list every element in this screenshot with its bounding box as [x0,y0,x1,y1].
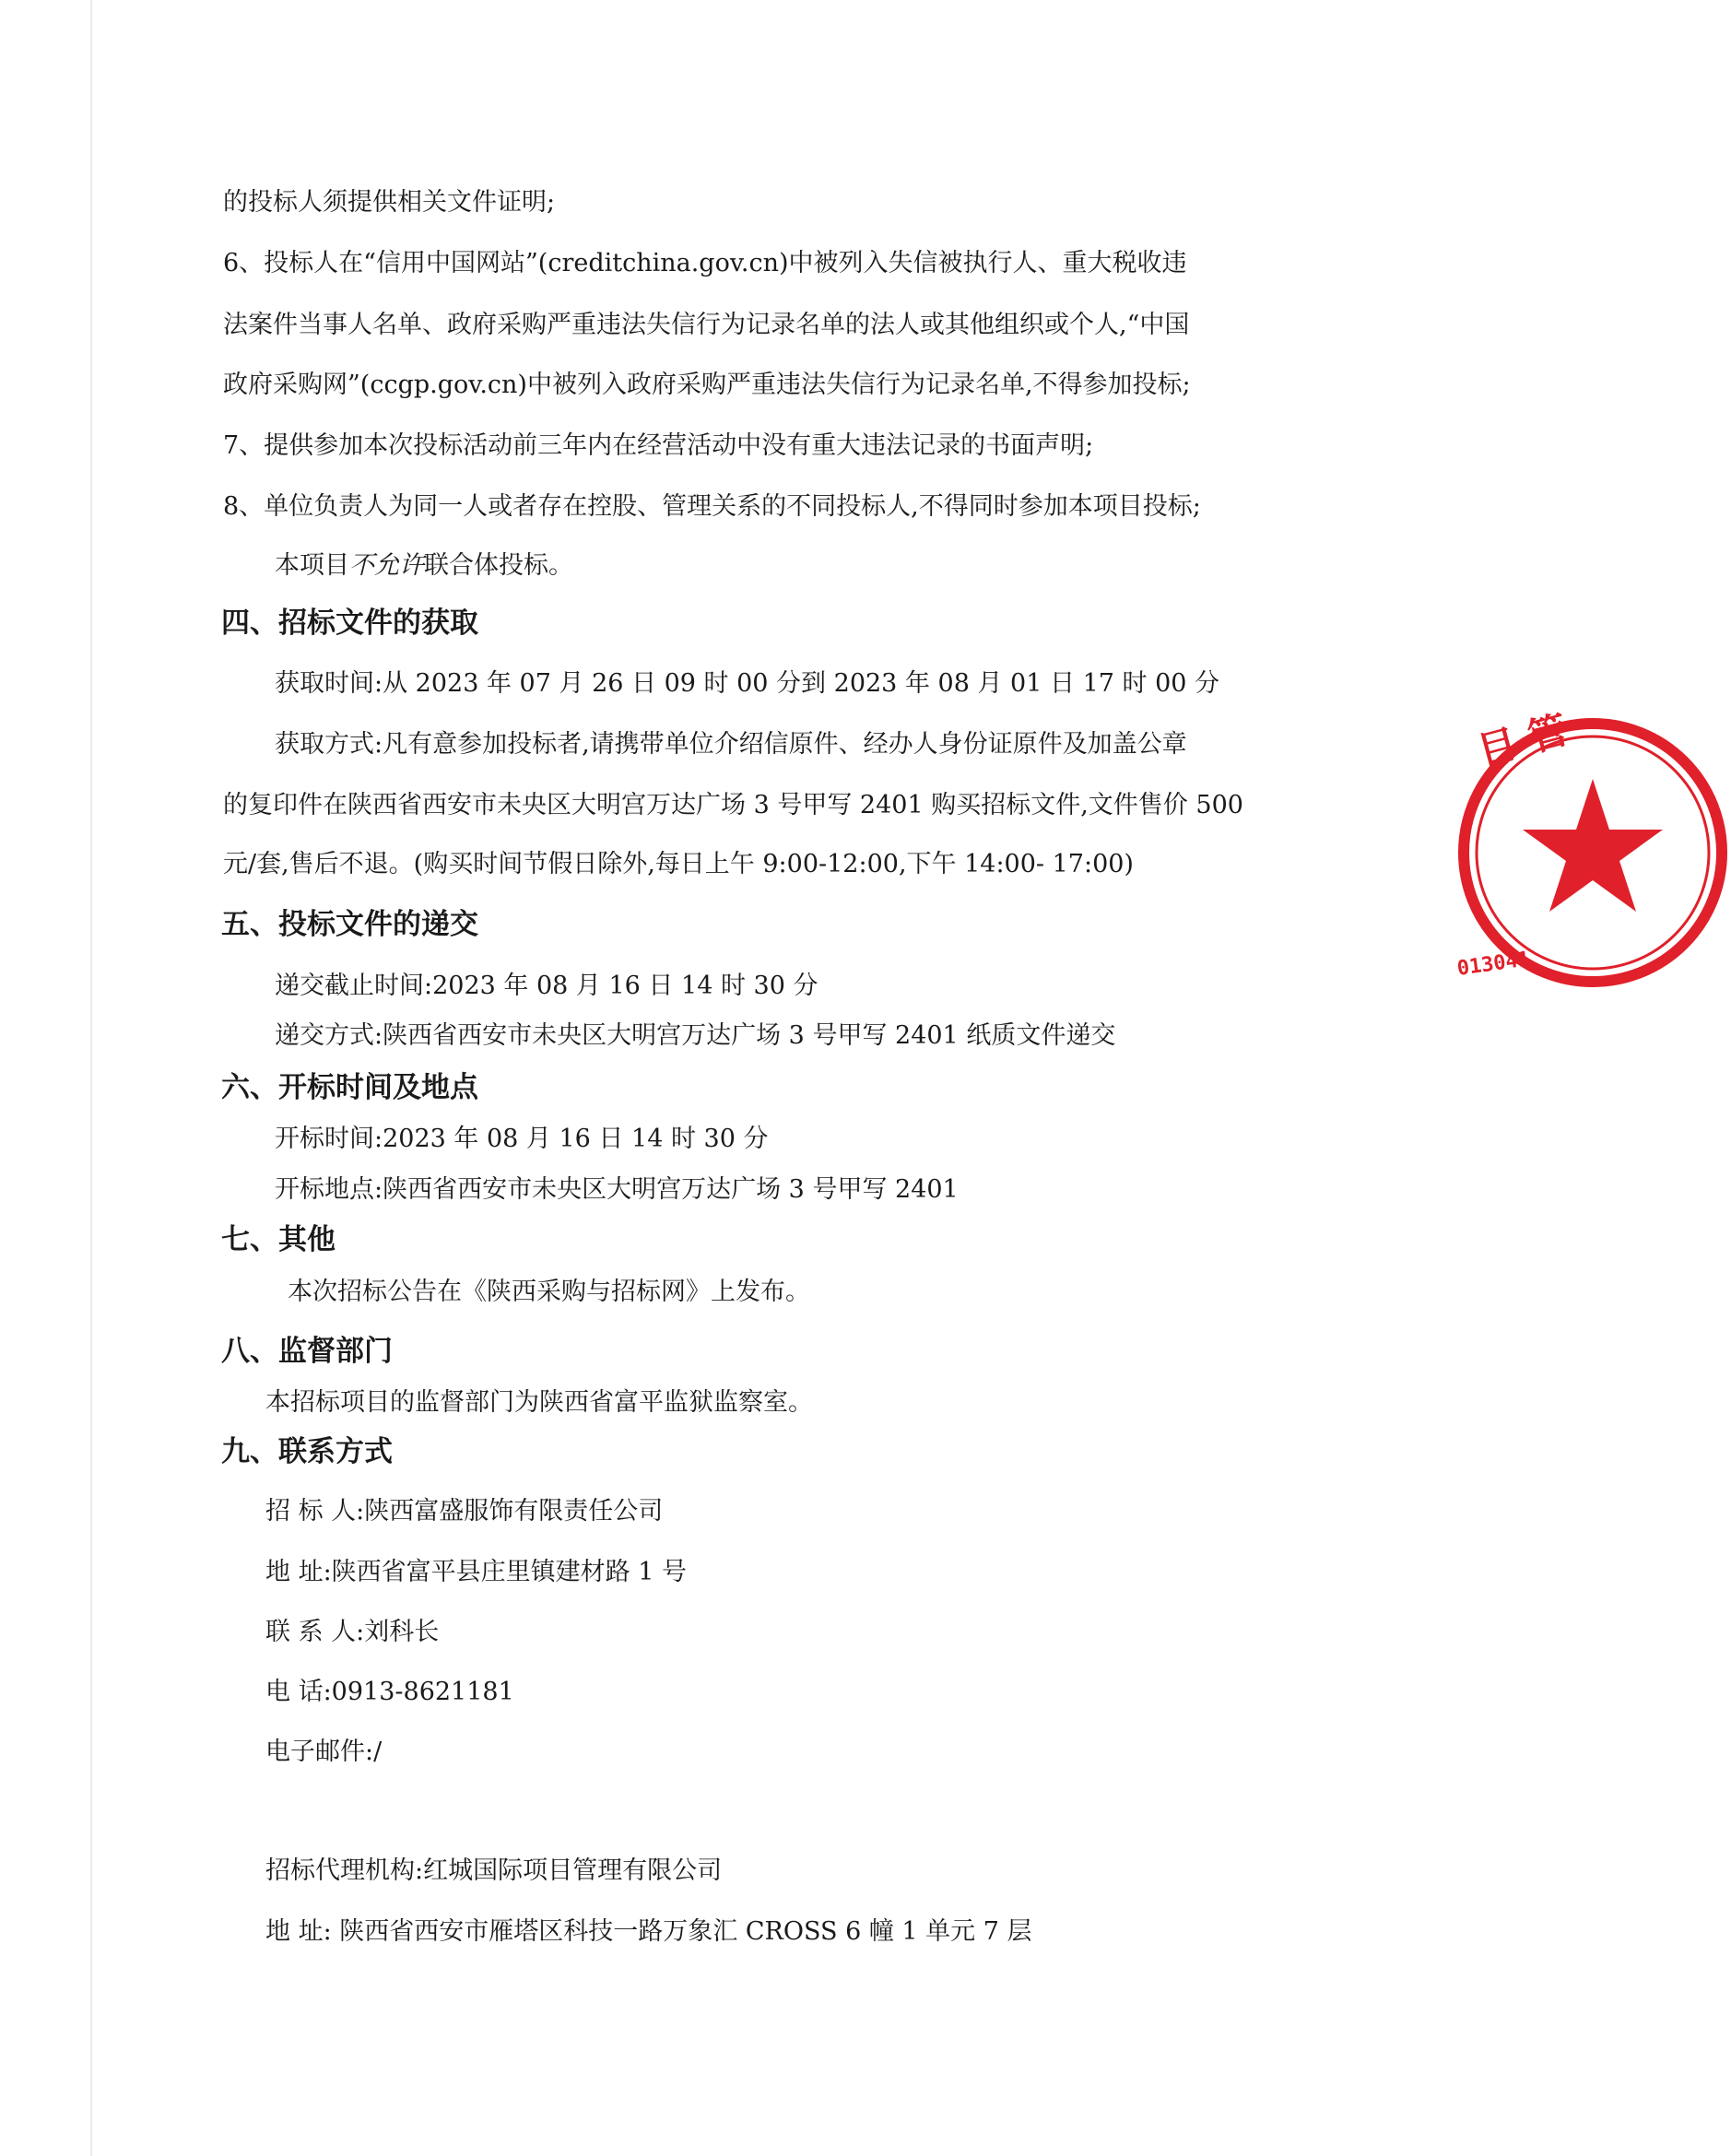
text-line: 招标代理机构:红城国际项目管理有限公司 [265,1856,723,1885]
text-line: 8、单位负责人为同一人或者存在控股、管理关系的不同投标人,不得同时参加本项目投标; [223,492,1201,521]
text-line: 元/套,售后不退。(购买时间节假日除外,每日上午 9:00-12:00,下午 14:00- 17:00) [223,850,1134,878]
joint-bid-statement [275,549,573,583]
text-line: 地 址:陕西省富平县庄里镇建材路 1 号 [265,1558,688,1586]
text-line: 获取时间:从 2023 年 07 月 26 日 09 时 00 分到 2023 年 08 月 01 日 17 时 00 分 [275,669,1220,698]
section-heading: 五、投标文件的递交 [221,908,478,941]
text-line: 获取方式:凡有意参加投标者,请携带单位介绍信原件、经办人身份证原件及加盖公章 [275,730,1187,759]
text-line: 政府采购网”(ccgp.gov.cn)中被列入政府采购严重违法失信行为记录名单,不得参加投标; [223,371,1191,399]
text-span: 本项目 [275,551,349,580]
text-line: 招 标 人:陕西富盛服饰有限责任公司 [265,1497,664,1526]
text-line: 电子邮件:/ [265,1738,383,1766]
seal-code: 013041 [1455,948,1532,981]
text-line: 开标时间:2023 年 08 月 16 日 14 时 30 分 [275,1125,769,1153]
text-line: 法案件当事人名单、政府采购严重违法失信行为记录名单的法人或其他组织或个人,“中国 [223,311,1190,339]
text-line: 的投标人须提供相关文件证明; [223,188,556,217]
text-line: 的复印件在陕西省西安市未央区大明宫万达广场 3 号甲写 2401 购买招标文件,文件售价 500 [223,791,1243,819]
text-line: 递交方式:陕西省西安市未央区大明宫万达广场 3 号甲写 2401 纸质文件递交 [275,1021,1116,1050]
text-line: 本招标项目的监督部门为陕西省富平监狱监察室。 [265,1388,813,1417]
text-line: 递交截止时间:2023 年 08 月 16 日 14 时 30 分 [275,972,818,1000]
section-heading: 九、联系方式 [221,1435,393,1468]
italic-text: 不允许 [349,551,424,580]
text-line: 开标地点:陕西省西安市未央区大明宫万达广场 3 号甲写 2401 [275,1175,959,1204]
text-line: 联 系 人:刘科长 [265,1618,440,1646]
text-line: 7、提供参加本次投标活动前三年内在经营活动中没有重大违法记录的书面声明; [223,431,1094,460]
scan-edge [90,0,92,2156]
text-span: 联合体投标。 [424,551,573,580]
section-heading: 七、其他 [221,1223,336,1256]
text-line: 电 话:0913-8621181 [265,1678,514,1706]
section-heading: 四、招标文件的获取 [221,607,478,640]
text-line: 本次招标公告在《陕西采购与招标网》上发布。 [288,1278,810,1306]
text-line: 地 址: 陕西省西安市雁塔区科技一路万象汇 CROSS 6 幢 1 单元 7 层 [265,1917,1032,1946]
section-heading: 六、开标时间及地点 [221,1071,478,1104]
seal-text: 目 管 [1472,706,1572,774]
section-heading: 八、监督部门 [221,1335,393,1368]
company-seal-stamp [1454,701,1731,1005]
text-line: 6、投标人在“信用中国网站”(creditchina.gov.cn)中被列入失信被执行人、重大税收违 [223,249,1187,277]
